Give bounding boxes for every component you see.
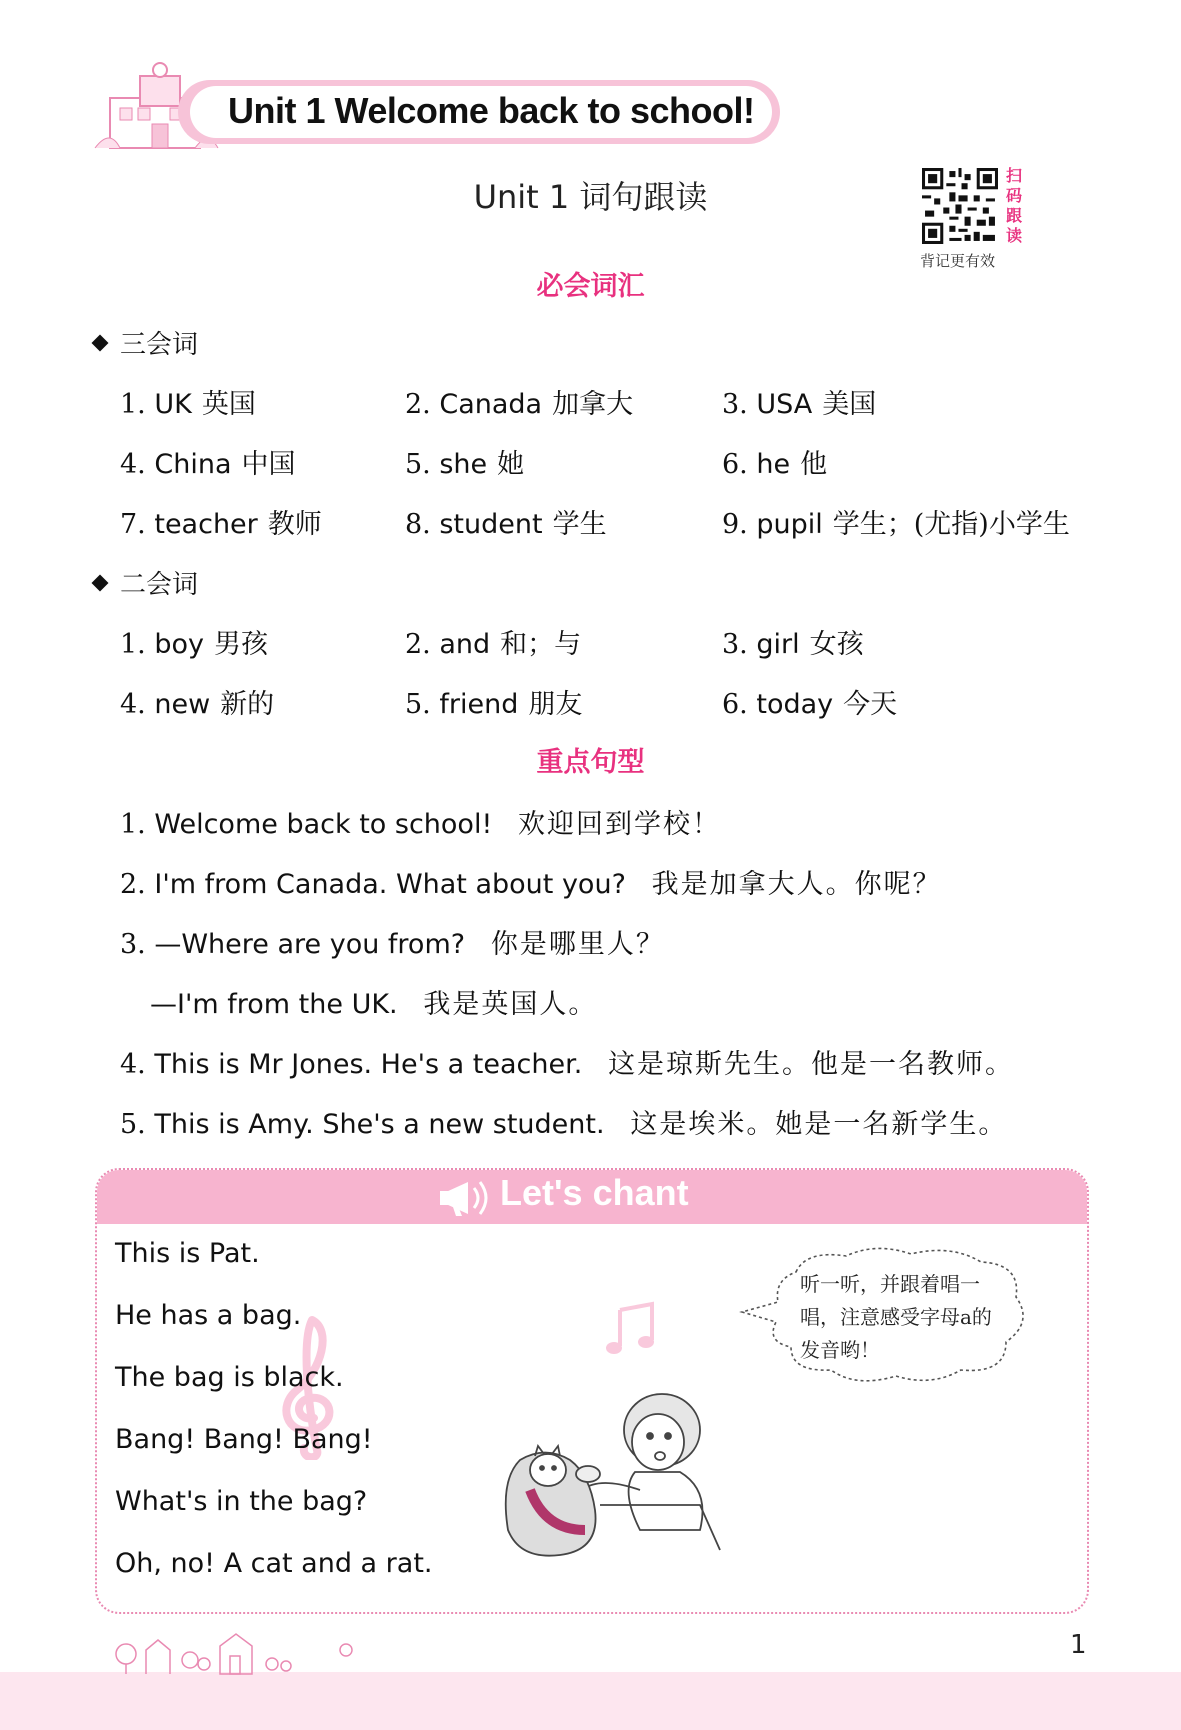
vocab-section-title: 必会词汇 <box>536 271 645 302</box>
vocab-item: 5. she 她 <box>405 449 525 480</box>
group-label-three: 三会词 <box>94 324 198 361</box>
vocab-item: 2. Canada 加拿大 <box>405 389 634 420</box>
chant-title: Let's chant <box>500 1172 689 1213</box>
vocab-item: 4. new 新的 <box>120 689 275 720</box>
qr-caption: 背记更有效 <box>920 252 996 270</box>
vocab-item: 3. girl 女孩 <box>722 629 864 660</box>
vocab-item: 1. boy 男孩 <box>120 629 268 660</box>
vocab-item: 3. USA 美国 <box>722 389 877 420</box>
music-note-icon <box>602 1300 662 1360</box>
page-subtitle: Unit 1 词句跟读 <box>473 178 708 216</box>
diamond-bullet-icon <box>92 334 109 351</box>
chant-line: Bang! Bang! Bang! <box>115 1424 373 1455</box>
town-decoration-icon <box>110 1620 370 1676</box>
sentence-section-title: 重点句型 <box>536 747 645 778</box>
vocab-item: 6. today 今天 <box>722 689 898 720</box>
chant-line: What's in the bag? <box>115 1486 368 1517</box>
qr-code-icon[interactable] <box>922 168 998 244</box>
unit-title: Unit 1 Welcome back to school! <box>228 90 755 131</box>
chant-line: Oh, no! A cat and a rat. <box>115 1548 433 1579</box>
vocab-item: 1. UK 英国 <box>120 389 256 420</box>
vocab-item: 8. student 学生 <box>405 509 607 540</box>
vocab-item: 6. he 他 <box>722 449 828 480</box>
vocab-item: 5. friend 朋友 <box>405 689 583 720</box>
chant-line: The bag is black. <box>115 1362 344 1393</box>
megaphone-icon <box>438 1176 496 1220</box>
qr-side-text: 扫 码 跟 读 <box>1005 166 1022 245</box>
boy-cat-bag-illustration <box>490 1380 730 1580</box>
sentence-row: 5. This is Amy. She's a new student. 这是埃米。她是一名新学生。 <box>120 1109 1008 1140</box>
group-label-two: 二会词 <box>94 564 198 601</box>
page-number: 1 <box>1070 1630 1087 1660</box>
sentence-row: —I'm from the UK. 我是英国人。 <box>150 989 598 1020</box>
diamond-bullet-icon <box>92 574 109 591</box>
vocab-item: 7. teacher 教师 <box>120 509 322 540</box>
sentence-row: 3. —Where are you from? 你是哪里人？ <box>120 929 665 960</box>
vocab-item: 9. pupil 学生；(尤指)小学生 <box>722 509 1070 540</box>
speech-bubble-text: 听一听，并跟着唱一唱，注意感受字母a的发音哟！ <box>800 1272 992 1362</box>
chant-line: This is Pat. <box>115 1238 260 1269</box>
sentence-row: 4. This is Mr Jones. He's a teacher. 这是琼斯先生。他是一名教师。 <box>120 1049 1015 1080</box>
footer-band <box>0 1672 1181 1730</box>
sentence-row: 1. Welcome back to school! 欢迎回到学校！ <box>120 809 722 840</box>
chant-line: He has a bag. <box>115 1300 302 1331</box>
vocab-item: 4. China 中国 <box>120 449 296 480</box>
vocab-item: 2. and 和；与 <box>405 629 582 660</box>
sentence-row: 2. I'm from Canada. What about you? 我是加拿大人。你呢？ <box>120 869 942 900</box>
